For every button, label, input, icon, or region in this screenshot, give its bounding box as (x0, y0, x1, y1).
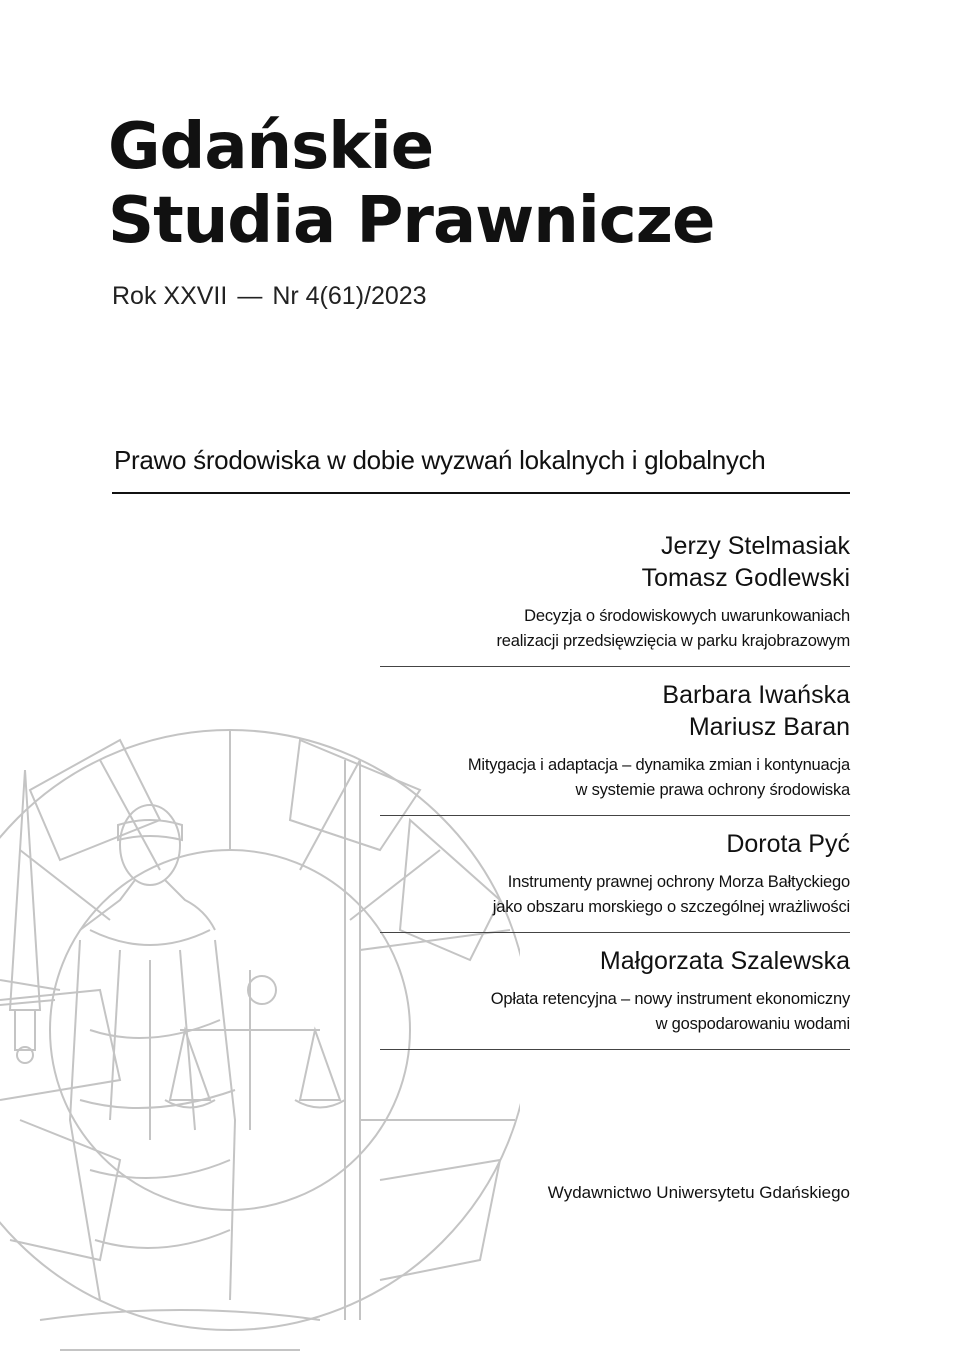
theme-divider (112, 492, 850, 494)
article-title (380, 870, 850, 920)
issue-number: Nr 4(61)/2023 (272, 282, 427, 310)
article-entry (380, 945, 850, 1050)
author-name: Tomasz Godlewski (641, 564, 850, 592)
article-entry (380, 828, 850, 933)
entry-divider (380, 666, 850, 667)
publisher-name: Wydawnictwo Uniwersytetu Gdańskiego (547, 1183, 850, 1202)
author-name: Jerzy Stelmasiak (661, 532, 850, 560)
entry-divider (380, 932, 850, 933)
table-of-contents (380, 530, 850, 1062)
journal-title-line2: Studia Prawnicze (108, 184, 715, 258)
article-title-line: Instrumenty prawnej ochrony Morza Bałtyckiego (507, 873, 850, 891)
author-name: Barbara Iwańska (662, 681, 850, 709)
entry-divider (380, 815, 850, 816)
article-authors (380, 530, 850, 594)
article-authors (380, 679, 850, 743)
article-title (380, 604, 850, 654)
article-authors (380, 828, 850, 860)
issue-year: Rok XXVII (112, 282, 228, 310)
journal-title (108, 110, 714, 258)
journal-title-line1: Gdańskie (108, 110, 434, 184)
issue-separator: — (237, 282, 263, 310)
article-title (380, 987, 850, 1037)
author-name: Dorota Pyć (726, 830, 850, 858)
issue-info (112, 282, 427, 311)
author-name: Małgorzata Szalewska (599, 947, 850, 975)
article-title-line: w systemie prawa ochrony środowiska (575, 781, 850, 799)
entry-divider (380, 1049, 850, 1050)
article-entry (380, 679, 850, 816)
article-title-line: realizacji przedsięwzięcia w parku krajobrazowym (496, 632, 850, 650)
article-entry (380, 530, 850, 667)
issue-theme: Prawo środowiska w dobie wyzwań lokalnych i globalnych (114, 445, 766, 475)
article-title-line: w gospodarowaniu wodami (655, 1015, 850, 1033)
article-title-line: Opłata retencyjna – nowy instrument ekonomiczny (490, 990, 850, 1008)
article-title (380, 753, 850, 803)
author-name: Mariusz Baran (688, 713, 850, 741)
article-title-line: Decyzja o środowiskowych uwarunkowaniach (524, 607, 850, 625)
article-authors (380, 945, 850, 977)
article-title-line: Mitygacja i adaptacja – dynamika zmian i kontynuacja (467, 756, 850, 774)
article-title-line: jako obszaru morskiego o szczególnej wrażliwości (492, 898, 850, 916)
